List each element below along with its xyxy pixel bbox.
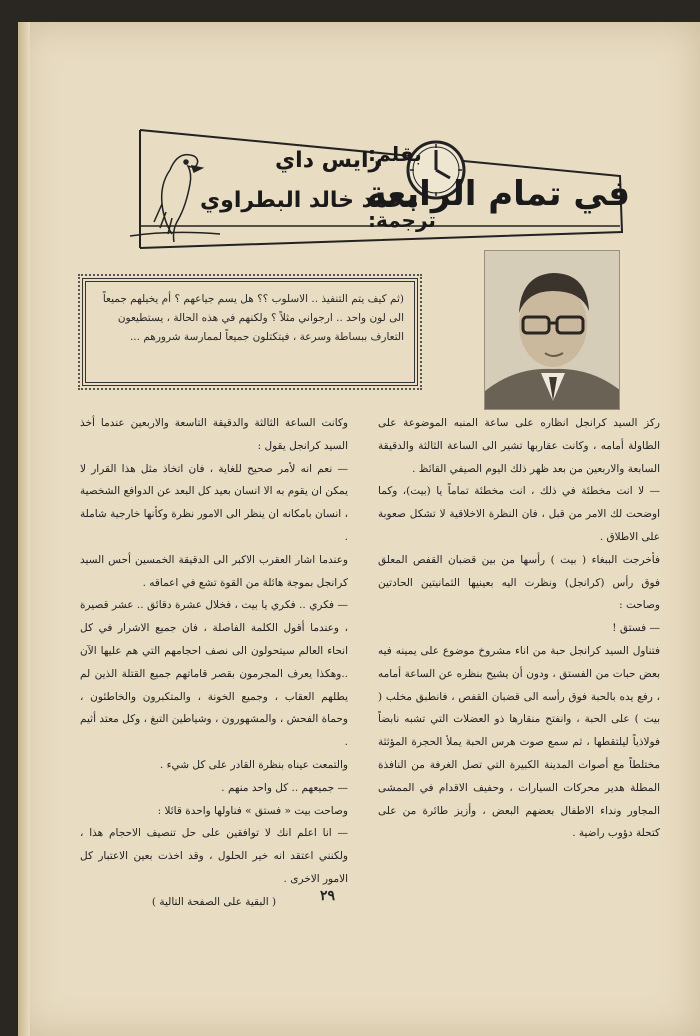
author-name: رايس داي: [275, 148, 382, 173]
paragraph: — لا انت مخطئة في ذلك ، انت مخطئة تماماً يا (بيت)، وكما اوضحت لك الامر من قبل ، فان النظرة الاخلاقية لا تشكل صعوبة على الاطلاق .: [378, 485, 660, 543]
page-number: ٢٩: [320, 888, 336, 904]
title-banner: [100, 108, 640, 258]
continued-note: ( البقية على الصفحة التالية ): [151, 895, 277, 908]
paragraph: — نعم انه لأمر صحيح للغاية ، فان اتخاذ مثل هذا القرار لا يمكن ان يقوم به الا انسان بعيد كل البعد عن الدوافع الشخصية ، انسان بامكانه ان ينظر الى الامور نظرة وكأنها خارجية شاملة .: [80, 462, 348, 543]
paragraph: وكانت الساعة الثالثة والدقيقة التاسعة والاربعين عندما أخذ السيد كرانجل يقول :: [80, 417, 348, 452]
translator-name: محمد خالد البطراوي: [200, 188, 419, 213]
pull-quote-text: (ثم كيف يتم التنفيذ .. الاسلوب ؟؟ هل يسم جياعهم ؟ أم يخيلهم جميعاً الى لون واحد .. ارجواني مثلاً ؟ ولكنهم في هذه الحالة ، يستطيعون التعارف ببساطة وسرعة ، فيتكتلون جميعاً لممارسة شرورهم ...: [102, 293, 404, 343]
paragraph: — انا اعلم انك لا توافقين على حل تنصيف الاحجام هذا ، ولكنني اعتقد انه خير الحلول ، وقد اخذت بعين الاعتبار كل الامور الاخرى .: [80, 827, 348, 885]
paragraph: ركز السيد كرانجل انظاره على ساعة المنبه الموضوعة على الطاولة أمامه ، وكانت عقاربها تشير الى الساعة الثالثة والدقيقة السابعة والاربعين من بعد ظهر ذلك اليوم الصيفي القائظ .: [378, 417, 660, 475]
paragraph: — فكري .. فكري يا بيت ، فخلال عشرة دقائق .. عشر قصيرة ، وعندما أقول الكلمة الفاصلة ، فان جميع الاشرار في كل انحاء العالم سيتحولون الى نصف احجامهم التي هم عليها الآن ..وهكذا يعرف المجرمون بقصر قاماتهم جميع القتلة الذين لم يطلهم العقاب ، وجميع الخونة ، والمتكبرون والخاطئون ، وحماة الفحش ، والمشهورون ، وشياطين التبغ ، وكل معتد أثيم .: [80, 599, 348, 749]
column-right: [378, 412, 660, 845]
column-left: [80, 412, 348, 914]
paragraph: — فستق !: [612, 622, 660, 635]
pull-quote-box: [82, 278, 418, 386]
story-title: في تمام الرابعة: [366, 174, 630, 214]
paragraph: فتناول السيد كرانجل حبة من اناء مشروخ موضوع على يمينه فيه بعض حبات من الفستق ، ودون أن يشيح بنظره عن الساعة أمامه ، رفع يده بالحبة فوق رأسه الى قضبان القفص ، فانطبق مخلب ( بيت ) على الحبة ، وانفتح منقارها ذو العضلات التي تشبه نابضاً فولاذياً ليلتقطها ، ثم سمع صوت هرس الحبة يملأ الحجرة المؤثثة مختلطاً مع أصوات المدينة الكبيرة التي تصل الغرفة من النافذة المطلة هدير محركات السيارات ، وحفيف الاقدام في الممشى المجاور ونداء الاطفال بعضهم البعض ، وأزيز طائرة من على كتحلة دؤوب راضية .: [378, 644, 660, 840]
author-photo: [484, 250, 620, 410]
page-spine: [18, 22, 30, 1036]
paragraph: فأخرجت الببغاء ( بيت ) رأسها من بين قضبان القفص المعلق فوق رأس (كرانجل) ونظرت اليه بعينيها الثمانيتين الحادتين وصاحت :: [378, 553, 660, 612]
paragraph: — جميعهم .. كل واحد منهم .: [221, 781, 348, 794]
paragraph: والتمعت عيناه بنظرة القادر على كل شيء .: [159, 758, 348, 771]
paragraph: وصاحت بيت « فستق » فناولها واحدة قائلا :: [157, 804, 348, 817]
author-label: بقلم:: [368, 142, 422, 166]
translator-label: ترجمة:: [368, 208, 436, 232]
paragraph: وعندما اشار العقرب الاكبر الى الدقيقة الخمسين أحس السيد كرانجل بموجة هائلة من القوة تشع في اعماقه .: [80, 553, 348, 589]
